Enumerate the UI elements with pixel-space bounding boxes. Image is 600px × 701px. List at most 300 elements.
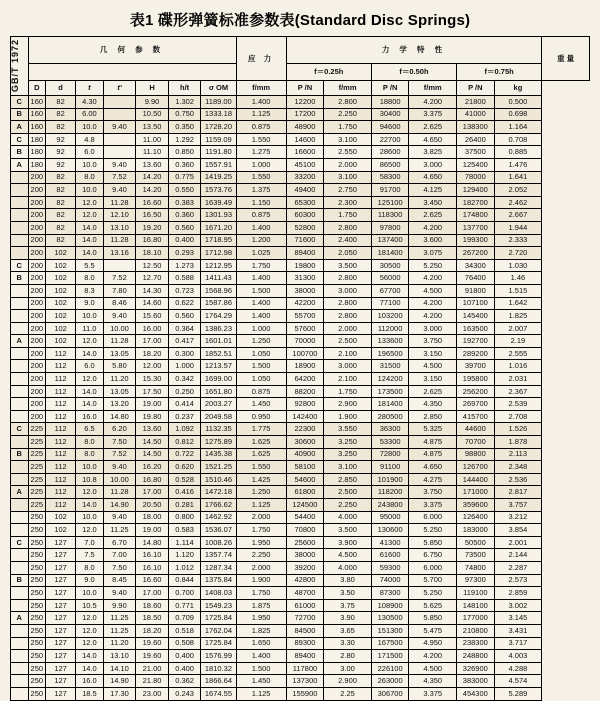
row-D: 225: [28, 486, 46, 499]
row-t: 14.0: [76, 650, 104, 663]
row-p-075: 148100: [457, 599, 495, 612]
row-sigma: 1462.92: [201, 511, 236, 524]
row-f-025: 1.500: [236, 360, 286, 373]
row-p-050: 151300: [371, 624, 409, 637]
row-t: 7.0: [76, 536, 104, 549]
row-p-075: 267200: [457, 247, 495, 260]
row-group-letter: [11, 385, 29, 398]
row-p-050: 95000: [371, 511, 409, 524]
row-h-over-t: 0.528: [168, 473, 201, 486]
row-t: 14.0: [76, 398, 104, 411]
row-sigma: 1357.74: [201, 549, 236, 562]
row-p-075: 163500: [457, 322, 495, 335]
row-t-prime: 8.45: [103, 574, 136, 587]
row-p-025: 142400: [286, 410, 324, 423]
row-f-025: 1.750: [236, 259, 286, 272]
row-p-050: 67700: [371, 284, 409, 297]
row-t: 10.5: [76, 599, 104, 612]
row-t: 12.0: [76, 524, 104, 537]
row-t-prime: 6.70: [103, 536, 136, 549]
row-kg: 2.052: [494, 184, 542, 197]
table-row: [11, 398, 590, 411]
row-t-prime: 9.40: [103, 461, 136, 474]
row-D: 200: [28, 184, 46, 197]
row-f-050: 2.25: [324, 687, 372, 700]
row-p-025: 42200: [286, 297, 324, 310]
row-p-025: 84500: [286, 624, 324, 637]
std-label: GB/T 1972: [10, 39, 20, 93]
row-t-prime: 9.40: [103, 310, 136, 323]
row-p-050: 30400: [371, 108, 409, 121]
row-f-050: 3.100: [324, 461, 372, 474]
row-group-letter: [11, 499, 29, 512]
row-p-025: 70000: [286, 335, 324, 348]
row-H: 18.50: [136, 612, 169, 625]
row-h-over-t: 0.281: [168, 499, 201, 512]
row-t-prime: 11.25: [103, 524, 136, 537]
row-d: 112: [46, 423, 76, 436]
row-H: 15.60: [136, 310, 169, 323]
row-p-025: 58100: [286, 461, 324, 474]
row-p-025: 16600: [286, 146, 324, 159]
col-p-n-075: P /N: [457, 81, 495, 96]
row-p-075: 195800: [457, 373, 495, 386]
row-sigma: 1762.04: [201, 624, 236, 637]
row-p-050: 125100: [371, 196, 409, 209]
row-p-025: 45100: [286, 158, 324, 171]
row-sigma: 1587.86: [201, 297, 236, 310]
row-kg: 2.667: [494, 209, 542, 222]
row-f-025: 1.750: [236, 524, 286, 537]
row-p-075: 177000: [457, 612, 495, 625]
table-row: [11, 486, 590, 499]
col-f-mm-025: f/mm: [236, 81, 286, 96]
row-H: 15.30: [136, 373, 169, 386]
row-f-025: 1.425: [236, 473, 286, 486]
row-p-075: 73500: [457, 549, 495, 562]
row-f-050: 2.900: [324, 675, 372, 688]
row-p-075: 289200: [457, 347, 495, 360]
row-f-075: 4.350: [409, 398, 457, 411]
row-p-075: 138300: [457, 121, 495, 134]
row-p-050: 112000: [371, 322, 409, 335]
row-sigma: 1301.93: [201, 209, 236, 222]
row-h-over-t: 1.273: [168, 259, 201, 272]
row-f-075: 3.150: [409, 347, 457, 360]
row-d: 127: [46, 675, 76, 688]
row-d: 127: [46, 599, 76, 612]
row-f-050: 3.500: [324, 259, 372, 272]
row-p-025: 48900: [286, 121, 324, 134]
row-f-075: 5.700: [409, 574, 457, 587]
row-p-025: 38000: [286, 284, 324, 297]
table-row: [11, 423, 590, 436]
col-H: H: [136, 81, 169, 96]
row-d: 102: [46, 297, 76, 310]
table-row: [11, 499, 590, 512]
row-D: 200: [28, 284, 46, 297]
row-p-050: 28600: [371, 146, 409, 159]
row-f-050: 2.250: [324, 499, 372, 512]
row-kg: 2.144: [494, 549, 542, 562]
row-f-050: 2.800: [324, 310, 372, 323]
row-f-050: 3.550: [324, 423, 372, 436]
row-f-025: 1.550: [236, 171, 286, 184]
row-f-075: 2.850: [409, 410, 457, 423]
row-H: 17.00: [136, 486, 169, 499]
row-f-050: 1.750: [324, 385, 372, 398]
row-D: 200: [28, 360, 46, 373]
row-h-over-t: 0.560: [168, 310, 201, 323]
row-p-050: 58300: [371, 171, 409, 184]
row-f-075: 4.650: [409, 133, 457, 146]
row-t-prime: 7.50: [103, 436, 136, 449]
row-t: 8.0: [76, 272, 104, 285]
row-h-over-t: 0.237: [168, 410, 201, 423]
row-sigma: 1287.34: [201, 561, 236, 574]
row-d: 112: [46, 398, 76, 411]
row-f-025: 1.500: [236, 284, 286, 297]
row-t-prime: 11.28: [103, 335, 136, 348]
row-f-025: 2.250: [236, 549, 286, 562]
row-group-letter: C: [11, 133, 29, 146]
table-row: [11, 561, 590, 574]
row-h-over-t: 1.114: [168, 536, 201, 549]
row-H: 13.50: [136, 121, 169, 134]
col-h-over-t: h/t: [168, 81, 201, 96]
row-f-050: 3.65: [324, 624, 372, 637]
row-sigma: 1521.25: [201, 461, 236, 474]
row-group-letter: [11, 322, 29, 335]
row-kg: 0.698: [494, 108, 542, 121]
row-D: 225: [28, 423, 46, 436]
row-h-over-t: 0.293: [168, 247, 201, 260]
row-p-050: 124200: [371, 373, 409, 386]
row-f-025: 1.650: [236, 637, 286, 650]
row-H: 14.20: [136, 184, 169, 197]
row-p-075: 192700: [457, 335, 495, 348]
row-t: 14.0: [76, 234, 104, 247]
row-p-025: 49400: [286, 184, 324, 197]
row-h-over-t: 0.518: [168, 624, 201, 637]
row-p-075: 91800: [457, 284, 495, 297]
row-D: 225: [28, 499, 46, 512]
table-row: [11, 247, 590, 260]
std-label-cell: [11, 37, 29, 96]
row-d: 112: [46, 360, 76, 373]
row-H: 17.00: [136, 335, 169, 348]
row-H: 16.80: [136, 473, 169, 486]
row-t: 10.0: [76, 121, 104, 134]
row-D: 160: [28, 121, 46, 134]
row-sigma: 1699.00: [201, 373, 236, 386]
row-t-prime: 6.20: [103, 423, 136, 436]
row-f-050: 3.30: [324, 637, 372, 650]
row-H: 16.60: [136, 196, 169, 209]
row-f-025: 1.550: [236, 133, 286, 146]
row-t-prime: 11.28: [103, 486, 136, 499]
row-t: 10.0: [76, 158, 104, 171]
row-t-prime: 9.90: [103, 599, 136, 612]
row-D: 200: [28, 272, 46, 285]
row-h-over-t: 0.350: [168, 121, 201, 134]
row-p-050: 181400: [371, 398, 409, 411]
row-h-over-t: 0.383: [168, 196, 201, 209]
row-d: 92: [46, 158, 76, 171]
row-sigma: 1810.32: [201, 662, 236, 675]
row-f-075: 4.500: [409, 360, 457, 373]
row-h-over-t: 0.622: [168, 297, 201, 310]
col-sigma-om: σ OM: [201, 81, 236, 96]
row-t: 6.5: [76, 423, 104, 436]
row-f-025: 1.500: [236, 662, 286, 675]
row-t: 8.0: [76, 436, 104, 449]
row-f-025: 1.625: [236, 436, 286, 449]
row-p-025: 22300: [286, 423, 324, 436]
row-t: 14.0: [76, 221, 104, 234]
table-row: [11, 662, 590, 675]
row-D: 225: [28, 436, 46, 449]
row-h-over-t: 0.417: [168, 335, 201, 348]
row-H: 23.00: [136, 687, 169, 700]
row-H: 18.60: [136, 599, 169, 612]
row-d: 127: [46, 687, 76, 700]
row-d: 112: [46, 410, 76, 423]
row-d: 112: [46, 499, 76, 512]
row-f-075: 4.275: [409, 473, 457, 486]
row-p-050: 173500: [371, 385, 409, 398]
row-sigma: 1386.23: [201, 322, 236, 335]
table-row: [11, 335, 590, 348]
row-f-025: 1.400: [236, 650, 286, 663]
row-p-050: 77100: [371, 297, 409, 310]
table-row: [11, 347, 590, 360]
row-kg: 3.854: [494, 524, 542, 537]
row-f-075: 4.350: [409, 675, 457, 688]
row-kg: 0.708: [494, 133, 542, 146]
row-group-letter: [11, 171, 29, 184]
row-f-050: 1.900: [324, 410, 372, 423]
row-p-075: 70700: [457, 436, 495, 449]
row-t-prime: 7.50: [103, 561, 136, 574]
row-f-075: 3.150: [409, 373, 457, 386]
row-p-025: 39200: [286, 561, 324, 574]
row-d: 127: [46, 574, 76, 587]
row-p-050: 130600: [371, 524, 409, 537]
row-t: 7.5: [76, 549, 104, 562]
row-f-025: 2.000: [236, 511, 286, 524]
row-p-050: 137400: [371, 234, 409, 247]
row-sigma: 1375.84: [201, 574, 236, 587]
row-H: 11.00: [136, 133, 169, 146]
row-h-over-t: 0.588: [168, 272, 201, 285]
row-D: 250: [28, 650, 46, 663]
table-row: [11, 650, 590, 663]
row-f-075: 3.375: [409, 108, 457, 121]
row-f-075: 3.000: [409, 158, 457, 171]
row-p-050: 86500: [371, 158, 409, 171]
row-h-over-t: 0.709: [168, 612, 201, 625]
row-sigma: 1419.25: [201, 171, 236, 184]
row-H: 19.60: [136, 637, 169, 650]
row-D: 200: [28, 322, 46, 335]
row-p-025: 18900: [286, 360, 324, 373]
row-H: 20.50: [136, 499, 169, 512]
row-t-prime: 13.05: [103, 385, 136, 398]
row-D: 250: [28, 612, 46, 625]
row-p-050: 196500: [371, 347, 409, 360]
table-row: [11, 297, 590, 310]
row-f-025: 0.950: [236, 410, 286, 423]
row-f-025: 1.125: [236, 108, 286, 121]
row-t: 14.0: [76, 347, 104, 360]
row-f-025: 1.250: [236, 335, 286, 348]
row-t: 14.0: [76, 247, 104, 260]
row-p-075: 199300: [457, 234, 495, 247]
row-h-over-t: 0.362: [168, 675, 201, 688]
row-f-025: 1.025: [236, 247, 286, 260]
load-group-075: f＝0.75h: [457, 64, 542, 81]
row-H: 19.80: [136, 410, 169, 423]
row-t-prime: 7.52: [103, 272, 136, 285]
row-p-050: 41300: [371, 536, 409, 549]
row-p-025: 42800: [286, 574, 324, 587]
row-group-letter: A: [11, 486, 29, 499]
row-p-050: 61600: [371, 549, 409, 562]
row-f-025: 1.275: [236, 146, 286, 159]
row-d: 112: [46, 486, 76, 499]
row-p-075: 74800: [457, 561, 495, 574]
row-D: 180: [28, 146, 46, 159]
row-H: 14.20: [136, 171, 169, 184]
row-D: 250: [28, 587, 46, 600]
row-t: 4.30: [76, 96, 104, 109]
row-D: 225: [28, 473, 46, 486]
col-D: D: [28, 81, 46, 96]
row-kg: 2.001: [494, 536, 542, 549]
row-d: 127: [46, 662, 76, 675]
row-sigma: 1008.26: [201, 536, 236, 549]
row-f-075: 5.850: [409, 536, 457, 549]
row-f-050: 4.500: [324, 549, 372, 562]
row-p-025: 88200: [286, 385, 324, 398]
row-d: 82: [46, 96, 76, 109]
row-f-075: 6.000: [409, 561, 457, 574]
row-h-over-t: 1.012: [168, 561, 201, 574]
row-f-025: 1.875: [236, 599, 286, 612]
row-kg: 1.944: [494, 221, 542, 234]
row-d: 102: [46, 310, 76, 323]
row-f-050: 2.750: [324, 184, 372, 197]
row-p-050: 91700: [371, 184, 409, 197]
row-d: 102: [46, 259, 76, 272]
row-D: 200: [28, 398, 46, 411]
row-f-050: 2.250: [324, 108, 372, 121]
row-t-prime: [103, 96, 136, 109]
row-kg: 2.348: [494, 461, 542, 474]
row-f-075: 3.375: [409, 499, 457, 512]
row-H: 19.00: [136, 524, 169, 537]
row-sigma: 1671.20: [201, 221, 236, 234]
col-f-mm-075: f/mm: [409, 81, 457, 96]
row-group-letter: C: [11, 96, 29, 109]
row-p-075: 98800: [457, 448, 495, 461]
row-group-letter: [11, 234, 29, 247]
row-t-prime: 9.40: [103, 158, 136, 171]
row-t: 12.0: [76, 486, 104, 499]
row-H: 13.60: [136, 158, 169, 171]
row-h-over-t: 1.092: [168, 423, 201, 436]
row-group-letter: A: [11, 121, 29, 134]
row-t-prime: 11.28: [103, 196, 136, 209]
row-h-over-t: 0.508: [168, 637, 201, 650]
row-f-050: 2.550: [324, 146, 372, 159]
row-d: 82: [46, 108, 76, 121]
row-f-050: 3.000: [324, 360, 372, 373]
row-group-letter: [11, 247, 29, 260]
row-f-050: 3.000: [324, 284, 372, 297]
row-d: 127: [46, 536, 76, 549]
row-f-025: 1.750: [236, 587, 286, 600]
row-f-075: 4.500: [409, 662, 457, 675]
row-D: 200: [28, 221, 46, 234]
table-row: [11, 108, 590, 121]
row-H: 18.20: [136, 347, 169, 360]
table-row: [11, 209, 590, 222]
row-D: 225: [28, 461, 46, 474]
row-p-025: 40900: [286, 448, 324, 461]
row-p-025: 17200: [286, 108, 324, 121]
row-f-050: 3.75: [324, 599, 372, 612]
row-t-prime: 11.20: [103, 373, 136, 386]
row-p-075: 26400: [457, 133, 495, 146]
row-d: 92: [46, 133, 76, 146]
row-H: 16.10: [136, 549, 169, 562]
row-sigma: 1852.51: [201, 347, 236, 360]
row-t-prime: 14.80: [103, 410, 136, 423]
row-D: 160: [28, 96, 46, 109]
row-f-075: 4.875: [409, 436, 457, 449]
row-kg: 3.717: [494, 637, 542, 650]
row-d: 82: [46, 221, 76, 234]
row-group-letter: A: [11, 335, 29, 348]
row-H: 16.60: [136, 574, 169, 587]
row-H: 17.00: [136, 587, 169, 600]
row-d: 82: [46, 184, 76, 197]
row-group-letter: [11, 675, 29, 688]
row-d: 112: [46, 385, 76, 398]
row-f-050: 3.900: [324, 536, 372, 549]
row-t: 10.0: [76, 511, 104, 524]
row-h-over-t: 1.120: [168, 549, 201, 562]
table-row: [11, 448, 590, 461]
row-p-075: 383000: [457, 675, 495, 688]
row-d: 82: [46, 196, 76, 209]
row-group-letter: [11, 398, 29, 411]
row-p-025: 89400: [286, 650, 324, 663]
row-sigma: 1275.89: [201, 436, 236, 449]
row-H: 18.00: [136, 511, 169, 524]
row-t-prime: 9.40: [103, 184, 136, 197]
row-p-025: 72700: [286, 612, 324, 625]
load-group-025: f＝0.25h: [286, 64, 371, 81]
row-f-075: 4.500: [409, 284, 457, 297]
row-f-025: 1.625: [236, 448, 286, 461]
row-H: 14.60: [136, 297, 169, 310]
row-f-075: 2.625: [409, 385, 457, 398]
row-p-050: 31500: [371, 360, 409, 373]
row-h-over-t: 0.722: [168, 448, 201, 461]
